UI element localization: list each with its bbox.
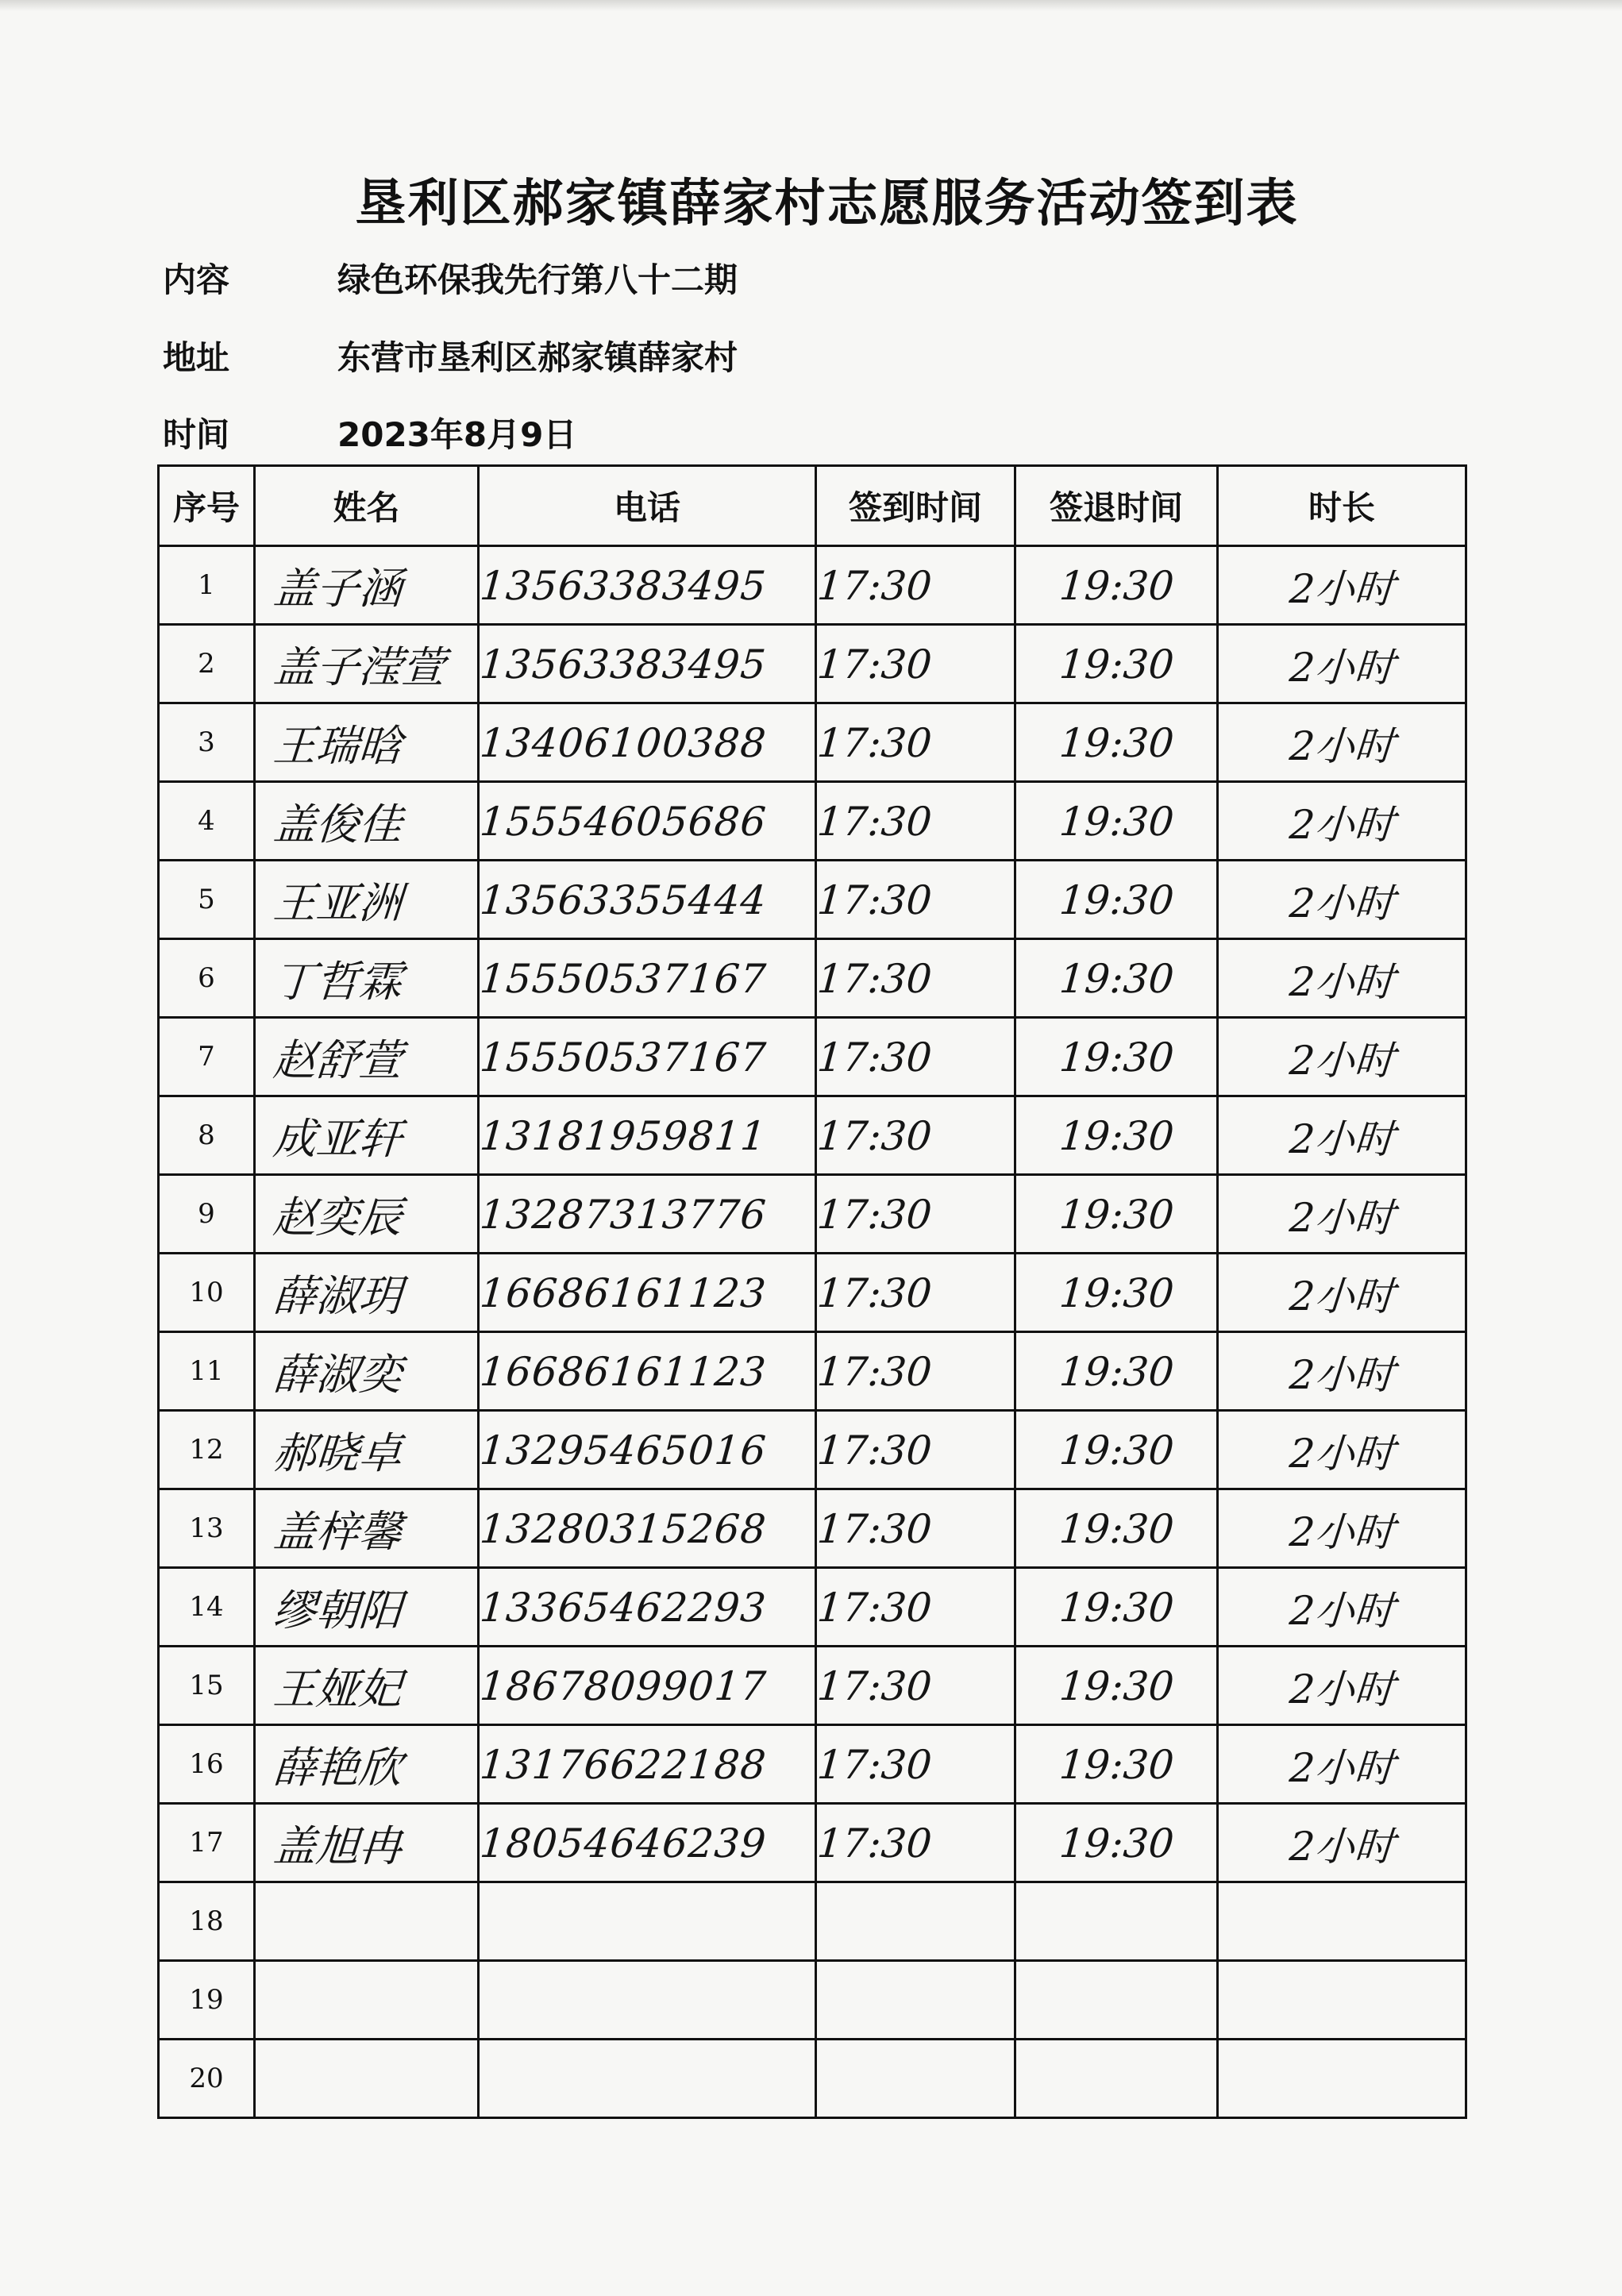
table-row: [159, 861, 1466, 939]
row-checkin: 17:30: [813, 546, 1018, 625]
row-index: 3: [159, 703, 255, 782]
row-duration: 2小时: [1215, 1018, 1469, 1096]
row-phone: 15550537167: [476, 939, 819, 1018]
table-row: [159, 782, 1466, 861]
row-phone: 13287313776: [476, 1175, 819, 1254]
row-checkout: 19:30: [1012, 1489, 1220, 1568]
row-checkin: 17:30: [813, 1804, 1018, 1882]
table-row: [159, 1882, 1466, 1961]
header-name: 姓名: [255, 466, 479, 546]
row-index: 19: [159, 1961, 255, 2040]
row-name: 盖梓馨: [252, 1489, 481, 1568]
table-row: [159, 1489, 1466, 1568]
row-phone: 18678099017: [476, 1647, 819, 1725]
row-phone: 13280315268: [476, 1489, 819, 1568]
row-index: 12: [159, 1411, 255, 1489]
row-checkout: 19:30: [1012, 1096, 1220, 1175]
row-checkout: 19:30: [1012, 861, 1220, 939]
row-phone: 13406100388: [476, 703, 819, 782]
row-checkout: 19:30: [1012, 1018, 1220, 1096]
table-row: [159, 625, 1466, 703]
row-duration: [1215, 2040, 1469, 2118]
row-duration: 2小时: [1215, 1175, 1469, 1254]
row-name: 盖子滢萱: [252, 625, 481, 703]
content-label: 内容: [163, 260, 230, 299]
row-checkout: 19:30: [1012, 1725, 1220, 1804]
table-row: [159, 1411, 1466, 1489]
row-name: 丁哲霖: [252, 939, 481, 1018]
row-duration: [1215, 1961, 1469, 2040]
row-index: 1: [159, 546, 255, 625]
row-checkin: [813, 1961, 1018, 2040]
row-index: 20: [159, 2040, 255, 2118]
row-name: 薛艳欣: [252, 1725, 481, 1804]
row-checkin: 17:30: [813, 1096, 1018, 1175]
row-checkout: 19:30: [1012, 1411, 1220, 1489]
row-index: 9: [159, 1175, 255, 1254]
header-duration: 时长: [1218, 466, 1466, 546]
row-duration: 2小时: [1215, 546, 1469, 625]
row-duration: 2小时: [1215, 1332, 1469, 1411]
row-checkin: 17:30: [813, 939, 1018, 1018]
row-name: 成亚轩: [252, 1096, 481, 1175]
header-index: 序号: [159, 466, 255, 546]
row-checkout: 19:30: [1012, 1568, 1220, 1647]
row-phone: 16686161123: [476, 1254, 819, 1332]
table-row: [159, 703, 1466, 782]
row-checkout: 19:30: [1012, 1332, 1220, 1411]
row-duration: 2小时: [1215, 1568, 1469, 1647]
row-name: 薛淑玥: [252, 1254, 481, 1332]
row-name: 盖子涵: [252, 546, 481, 625]
row-duration: 2小时: [1215, 703, 1469, 782]
row-checkin: 17:30: [813, 1254, 1018, 1332]
row-duration: 2小时: [1215, 1254, 1469, 1332]
row-checkin: 17:30: [813, 625, 1018, 703]
row-name: 郝晓卓: [252, 1411, 481, 1489]
row-checkin: 17:30: [813, 1018, 1018, 1096]
table-body: [159, 546, 1466, 2118]
row-name: 赵奕辰: [252, 1175, 481, 1254]
row-checkout: 19:30: [1012, 625, 1220, 703]
row-checkin: 17:30: [813, 1568, 1018, 1647]
row-index: 5: [159, 861, 255, 939]
row-index: 17: [159, 1804, 255, 1882]
row-duration: 2小时: [1215, 1411, 1469, 1489]
header-phone: 电话: [479, 466, 816, 546]
table-row: [159, 2040, 1466, 2118]
row-index: 4: [159, 782, 255, 861]
row-phone: 13563355444: [476, 861, 819, 939]
row-phone: [476, 1882, 819, 1961]
row-name: 盖俊佳: [252, 782, 481, 861]
row-duration: 2小时: [1215, 1647, 1469, 1725]
row-checkin: 17:30: [813, 1175, 1018, 1254]
table-row: [159, 1647, 1466, 1725]
row-checkin: 17:30: [813, 703, 1018, 782]
signin-table: [157, 464, 1467, 2119]
row-checkout: 19:30: [1012, 1254, 1220, 1332]
row-duration: 2小时: [1215, 782, 1469, 861]
row-name: [252, 1882, 481, 1961]
row-duration: 2小时: [1215, 1804, 1469, 1882]
table-row: [159, 1961, 1466, 2040]
row-phone: 13176622188: [476, 1725, 819, 1804]
row-phone: 13365462293: [476, 1568, 819, 1647]
row-checkin: 17:30: [813, 782, 1018, 861]
row-phone: 13563383495: [476, 625, 819, 703]
row-phone: [476, 2040, 819, 2118]
row-phone: 13181959811: [476, 1096, 819, 1175]
row-name: [252, 1961, 481, 2040]
meta-time-row: [163, 409, 576, 457]
row-checkin: [813, 2040, 1018, 2118]
row-checkout: 19:30: [1012, 1175, 1220, 1254]
row-index: 18: [159, 1882, 255, 1961]
table-row: [159, 1254, 1466, 1332]
row-checkout: 19:30: [1012, 782, 1220, 861]
row-name: 王瑞晗: [252, 703, 481, 782]
row-checkin: 17:30: [813, 1489, 1018, 1568]
row-checkout: 19:30: [1012, 1647, 1220, 1725]
row-duration: 2小时: [1215, 1489, 1469, 1568]
row-index: 8: [159, 1096, 255, 1175]
row-index: 13: [159, 1489, 255, 1568]
row-index: 10: [159, 1254, 255, 1332]
row-checkout: 19:30: [1012, 546, 1220, 625]
table-row: [159, 1096, 1466, 1175]
row-checkin: 17:30: [813, 1411, 1018, 1489]
row-duration: 2小时: [1215, 939, 1469, 1018]
row-name: [252, 2040, 481, 2118]
header-checkin: 签到时间: [816, 466, 1015, 546]
row-duration: 2小时: [1215, 1725, 1469, 1804]
row-index: 7: [159, 1018, 255, 1096]
meta-address-row: [163, 332, 738, 379]
row-phone: 18054646239: [476, 1804, 819, 1882]
row-index: 14: [159, 1568, 255, 1647]
table-row: [159, 1568, 1466, 1647]
row-name: 薛淑奕: [252, 1332, 481, 1411]
row-name: 王娅妃: [252, 1647, 481, 1725]
table-row: [159, 1018, 1466, 1096]
row-phone: 13563383495: [476, 546, 819, 625]
row-duration: [1215, 1882, 1469, 1961]
row-duration: 2小时: [1215, 861, 1469, 939]
time-label: 时间: [163, 415, 230, 454]
row-phone: 16686161123: [476, 1332, 819, 1411]
row-checkin: 17:30: [813, 1647, 1018, 1725]
page-title: 垦利区郝家镇薛家村志愿服务活动签到表: [355, 175, 1299, 233]
header-checkout: 签退时间: [1015, 466, 1218, 546]
row-name: 缪朝阳: [252, 1568, 481, 1647]
address-value: 东营市垦利区郝家镇薛家村: [337, 338, 738, 377]
row-name: 王亚洲: [252, 861, 481, 939]
row-checkout: 19:30: [1012, 1804, 1220, 1882]
row-checkout: 19:30: [1012, 703, 1220, 782]
row-phone: 15554605686: [476, 782, 819, 861]
table-row: [159, 1725, 1466, 1804]
row-name: 盖旭冉: [252, 1804, 481, 1882]
row-checkin: [813, 1882, 1018, 1961]
row-phone: 15550537167: [476, 1018, 819, 1096]
row-index: 16: [159, 1725, 255, 1804]
row-phone: [476, 1961, 819, 2040]
scan-top-edge: [0, 0, 1622, 11]
row-index: 15: [159, 1647, 255, 1725]
row-duration: 2小时: [1215, 1096, 1469, 1175]
content-value: 绿色环保我先行第八十二期: [337, 260, 738, 299]
table-row: [159, 1332, 1466, 1411]
row-checkin: 17:30: [813, 861, 1018, 939]
table-row: [159, 1804, 1466, 1882]
table-row: [159, 939, 1466, 1018]
row-index: 11: [159, 1332, 255, 1411]
row-checkin: 17:30: [813, 1332, 1018, 1411]
time-value: 2023年8月9日: [337, 415, 577, 454]
row-phone: 13295465016: [476, 1411, 819, 1489]
row-index: 6: [159, 939, 255, 1018]
row-checkout: [1012, 2040, 1220, 2118]
meta-content-row: [163, 254, 738, 302]
row-checkin: 17:30: [813, 1725, 1018, 1804]
row-checkout: [1012, 1961, 1220, 2040]
row-checkout: 19:30: [1012, 939, 1220, 1018]
row-index: 2: [159, 625, 255, 703]
table-row: [159, 546, 1466, 625]
table-header-row: [159, 466, 1466, 546]
row-name: 赵舒萱: [252, 1018, 481, 1096]
row-checkout: [1012, 1882, 1220, 1961]
address-label: 地址: [163, 338, 230, 377]
table-row: [159, 1175, 1466, 1254]
row-duration: 2小时: [1215, 625, 1469, 703]
